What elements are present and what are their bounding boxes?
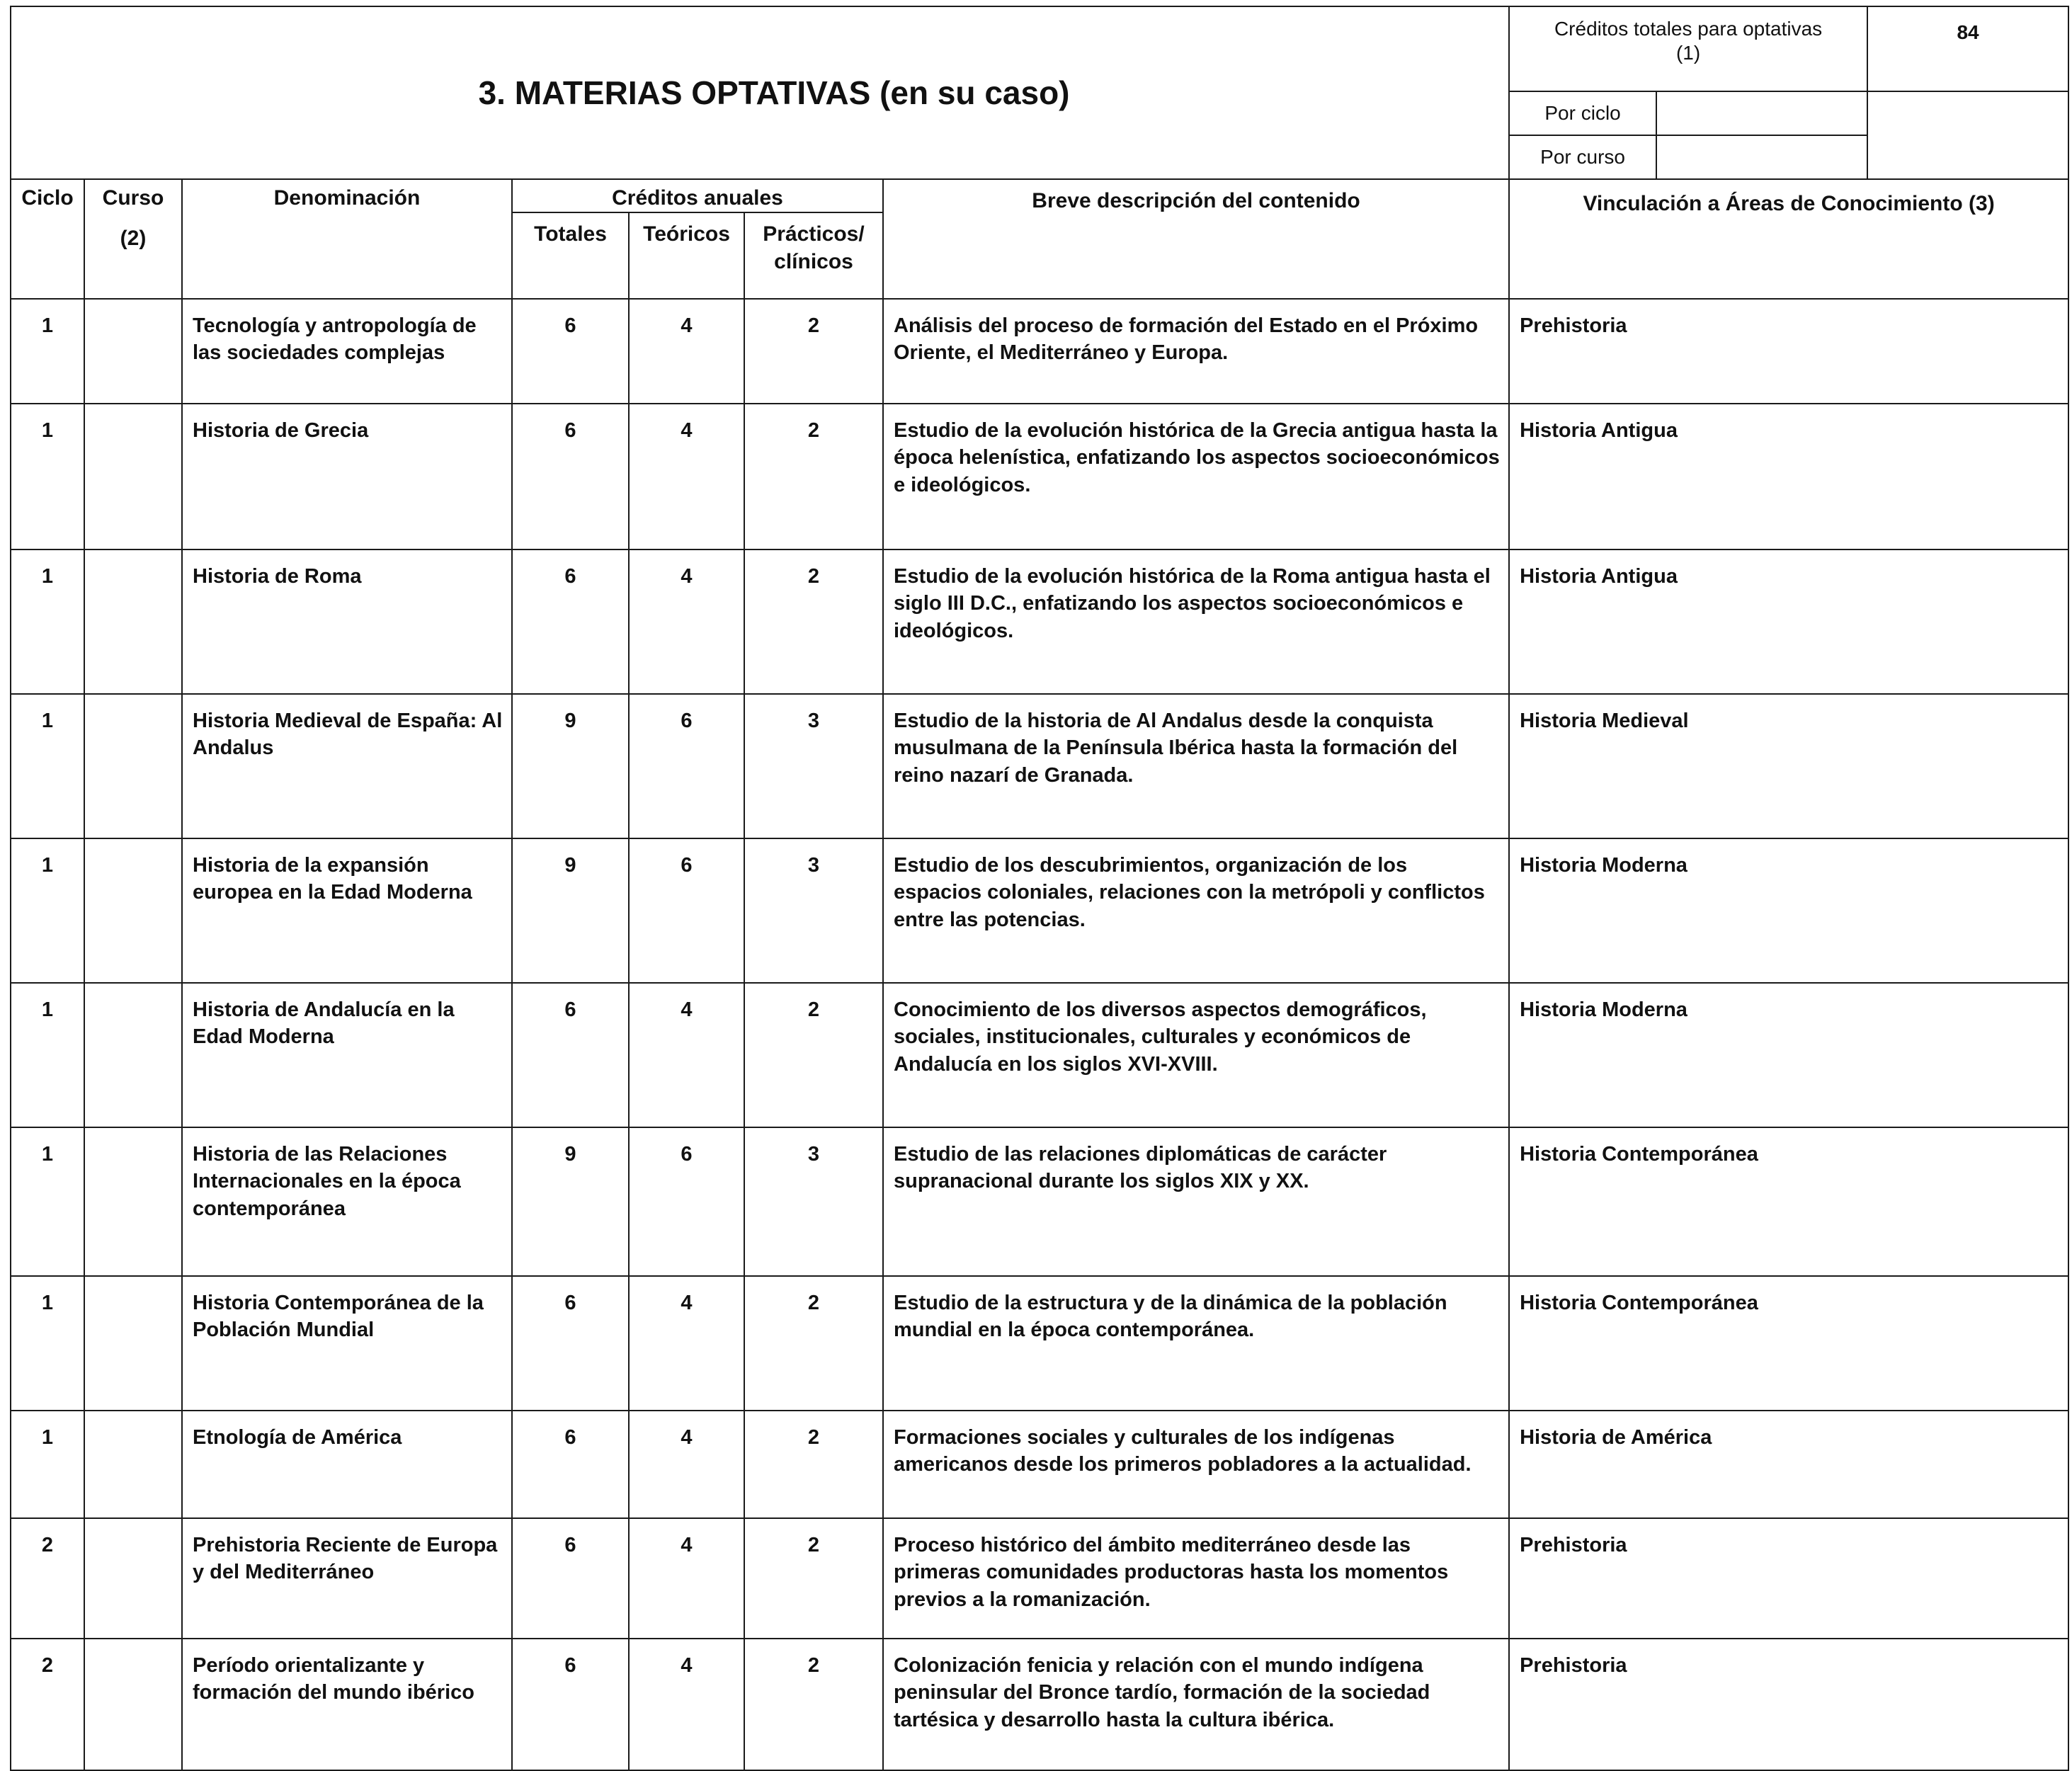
cell-denominacion: Prehistoria Reciente de Europa y del Mediterráneo	[182, 1518, 512, 1639]
por-ciclo-label: Por ciclo	[1509, 91, 1656, 135]
cell-ciclo: 2	[11, 1639, 84, 1770]
cell-teoricos: 4	[629, 1639, 744, 1770]
table-row	[11, 404, 2068, 549]
cell-curso	[84, 694, 182, 838]
cell-descripcion: Análisis del proceso de formación del Estado en el Próximo Oriente, el Mediterráneo y Europa.	[883, 299, 1509, 404]
cell-teoricos: 4	[629, 549, 744, 694]
cell-ciclo: 1	[11, 1276, 84, 1411]
total-credits-label: Créditos totales para optativas (1)	[1509, 6, 1867, 91]
cell-denominacion: Período orientalizante y formación del mundo ibérico	[182, 1639, 512, 1770]
cell-descripcion: Estudio de los descubrimientos, organización de los espacios coloniales, relaciones con la metrópoli y conflictos entre las potencias.	[883, 838, 1509, 983]
cell-area: Historia Medieval	[1509, 694, 2068, 838]
cell-curso	[84, 838, 182, 983]
cell-teoricos: 4	[629, 299, 744, 404]
cell-teoricos: 4	[629, 1518, 744, 1639]
cell-ciclo: 1	[11, 694, 84, 838]
cell-teoricos: 4	[629, 1276, 744, 1411]
cell-descripcion: Colonización fenicia y relación con el mundo indígena peninsular del Bronce tardío, formación de la sociedad tartésica y desarrollo hasta la cultura ibérica.	[883, 1639, 1509, 1770]
table-row	[11, 299, 2068, 404]
cell-curso	[84, 1127, 182, 1276]
cell-practicos: 2	[744, 983, 883, 1127]
cell-descripcion: Estudio de la historia de Al Andalus desde la conquista musulmana de la Península Ibérica hasta la formación del reino nazarí de Granada.	[883, 694, 1509, 838]
col-creditos-anuales: Créditos anuales	[512, 179, 883, 212]
cell-curso	[84, 404, 182, 549]
col-practicos: Prácticos/ clínicos	[744, 212, 883, 299]
cell-teoricos: 6	[629, 838, 744, 983]
cell-practicos: 3	[744, 838, 883, 983]
cell-area: Historia Antigua	[1509, 404, 2068, 549]
cell-curso	[84, 1276, 182, 1411]
cell-denominacion: Historia de Grecia	[182, 404, 512, 549]
total-credits-value: 84	[1867, 6, 2068, 91]
table-row	[11, 1639, 2068, 1770]
cell-totales: 6	[512, 1411, 629, 1518]
cell-denominacion: Historia de la expansión europea en la Edad Moderna	[182, 838, 512, 983]
cell-descripcion: Proceso histórico del ámbito mediterráneo desde las primeras comunidades productoras hasta los momentos previos a la romanización.	[883, 1518, 1509, 1639]
cell-area: Historia de América	[1509, 1411, 2068, 1518]
header-blank-cell	[1867, 91, 2068, 179]
por-curso-value	[1656, 135, 1867, 179]
cell-denominacion: Historia Medieval de España: Al Andalus	[182, 694, 512, 838]
cell-totales: 6	[512, 983, 629, 1127]
col-teoricos: Teóricos	[629, 212, 744, 299]
cell-descripcion: Estudio de la estructura y de la dinámica de la población mundial en la época contemporánea.	[883, 1276, 1509, 1411]
cell-totales: 6	[512, 299, 629, 404]
cell-ciclo: 2	[11, 1518, 84, 1639]
por-curso-label: Por curso	[1509, 135, 1656, 179]
page-title-text: 3. MATERIAS OPTATIVAS (en su caso)	[478, 74, 1070, 111]
cell-area: Historia Moderna	[1509, 838, 2068, 983]
cell-area: Prehistoria	[1509, 299, 2068, 404]
page-title	[11, 6, 1509, 179]
cell-denominacion: Historia Contemporánea de la Población Mundial	[182, 1276, 512, 1411]
cell-ciclo: 1	[11, 838, 84, 983]
cell-practicos: 3	[744, 1127, 883, 1276]
cell-area: Historia Contemporánea	[1509, 1127, 2068, 1276]
col-curso: Curso (2)	[84, 179, 182, 299]
cell-denominacion: Tecnología y antropología de las sociedades complejas	[182, 299, 512, 404]
cell-totales: 9	[512, 1127, 629, 1276]
cell-descripcion: Estudio de la evolución histórica de la Roma antigua hasta el siglo III D.C., enfatizando los aspectos socioeconómicos e ideológicos.	[883, 549, 1509, 694]
cell-curso	[84, 299, 182, 404]
cell-descripcion: Conocimiento de los diversos aspectos demográficos, sociales, institucionales, culturales y económicos de Andalucía en los siglos XVI-XVIII.	[883, 983, 1509, 1127]
table-row	[11, 1411, 2068, 1518]
cell-practicos: 2	[744, 549, 883, 694]
cell-curso	[84, 1518, 182, 1639]
cell-descripcion: Formaciones sociales y culturales de los indígenas americanos desde los primeros pobladores a la actualidad.	[883, 1411, 1509, 1518]
cell-totales: 6	[512, 1276, 629, 1411]
cell-curso	[84, 983, 182, 1127]
cell-denominacion: Etnología de América	[182, 1411, 512, 1518]
cell-denominacion: Historia de Roma	[182, 549, 512, 694]
cell-ciclo: 1	[11, 1127, 84, 1276]
col-denominacion: Denominación	[182, 179, 512, 299]
cell-ciclo: 1	[11, 1411, 84, 1518]
cell-teoricos: 6	[629, 694, 744, 838]
table-body	[11, 299, 2068, 1770]
cell-teoricos: 4	[629, 983, 744, 1127]
cell-curso	[84, 1639, 182, 1770]
cell-ciclo: 1	[11, 549, 84, 694]
cell-ciclo: 1	[11, 983, 84, 1127]
table-row	[11, 694, 2068, 838]
cell-area: Prehistoria	[1509, 1639, 2068, 1770]
cell-practicos: 2	[744, 299, 883, 404]
cell-totales: 9	[512, 694, 629, 838]
cell-practicos: 2	[744, 1411, 883, 1518]
cell-practicos: 2	[744, 1518, 883, 1639]
cell-totales: 6	[512, 404, 629, 549]
optional-subjects-table	[10, 6, 2069, 1771]
table-row	[11, 1127, 2068, 1276]
cell-teoricos: 4	[629, 404, 744, 549]
optional-subjects-document	[10, 6, 2068, 1771]
cell-area: Historia Moderna	[1509, 983, 2068, 1127]
cell-denominacion: Historia de las Relaciones Internacionales en la época contemporánea	[182, 1127, 512, 1276]
cell-ciclo: 1	[11, 299, 84, 404]
col-totales: Totales	[512, 212, 629, 299]
cell-totales: 6	[512, 1639, 629, 1770]
table-row	[11, 838, 2068, 983]
cell-totales: 6	[512, 549, 629, 694]
cell-curso	[84, 549, 182, 694]
col-vinculacion: Vinculación a Áreas de Conocimiento (3)	[1509, 179, 2068, 299]
cell-area: Prehistoria	[1509, 1518, 2068, 1639]
cell-teoricos: 6	[629, 1127, 744, 1276]
cell-practicos: 3	[744, 694, 883, 838]
cell-teoricos: 4	[629, 1411, 744, 1518]
table-row	[11, 549, 2068, 694]
cell-ciclo: 1	[11, 404, 84, 549]
col-ciclo: Ciclo	[11, 179, 84, 299]
por-ciclo-value	[1656, 91, 1867, 135]
col-descripcion: Breve descripción del contenido	[883, 179, 1509, 299]
cell-descripcion: Estudio de las relaciones diplomáticas de carácter supranacional durante los siglos XIX y XX.	[883, 1127, 1509, 1276]
cell-totales: 9	[512, 838, 629, 983]
cell-totales: 6	[512, 1518, 629, 1639]
table-row	[11, 1518, 2068, 1639]
cell-practicos: 2	[744, 1276, 883, 1411]
cell-descripcion: Estudio de la evolución histórica de la Grecia antigua hasta la época helenística, enfatizando los aspectos socioeconómicos e ideológicos.	[883, 404, 1509, 549]
table-row	[11, 983, 2068, 1127]
cell-denominacion: Historia de Andalucía en la Edad Moderna	[182, 983, 512, 1127]
cell-practicos: 2	[744, 404, 883, 549]
cell-practicos: 2	[744, 1639, 883, 1770]
table-row	[11, 1276, 2068, 1411]
cell-area: Historia Contemporánea	[1509, 1276, 2068, 1411]
cell-curso	[84, 1411, 182, 1518]
cell-area: Historia Antigua	[1509, 549, 2068, 694]
